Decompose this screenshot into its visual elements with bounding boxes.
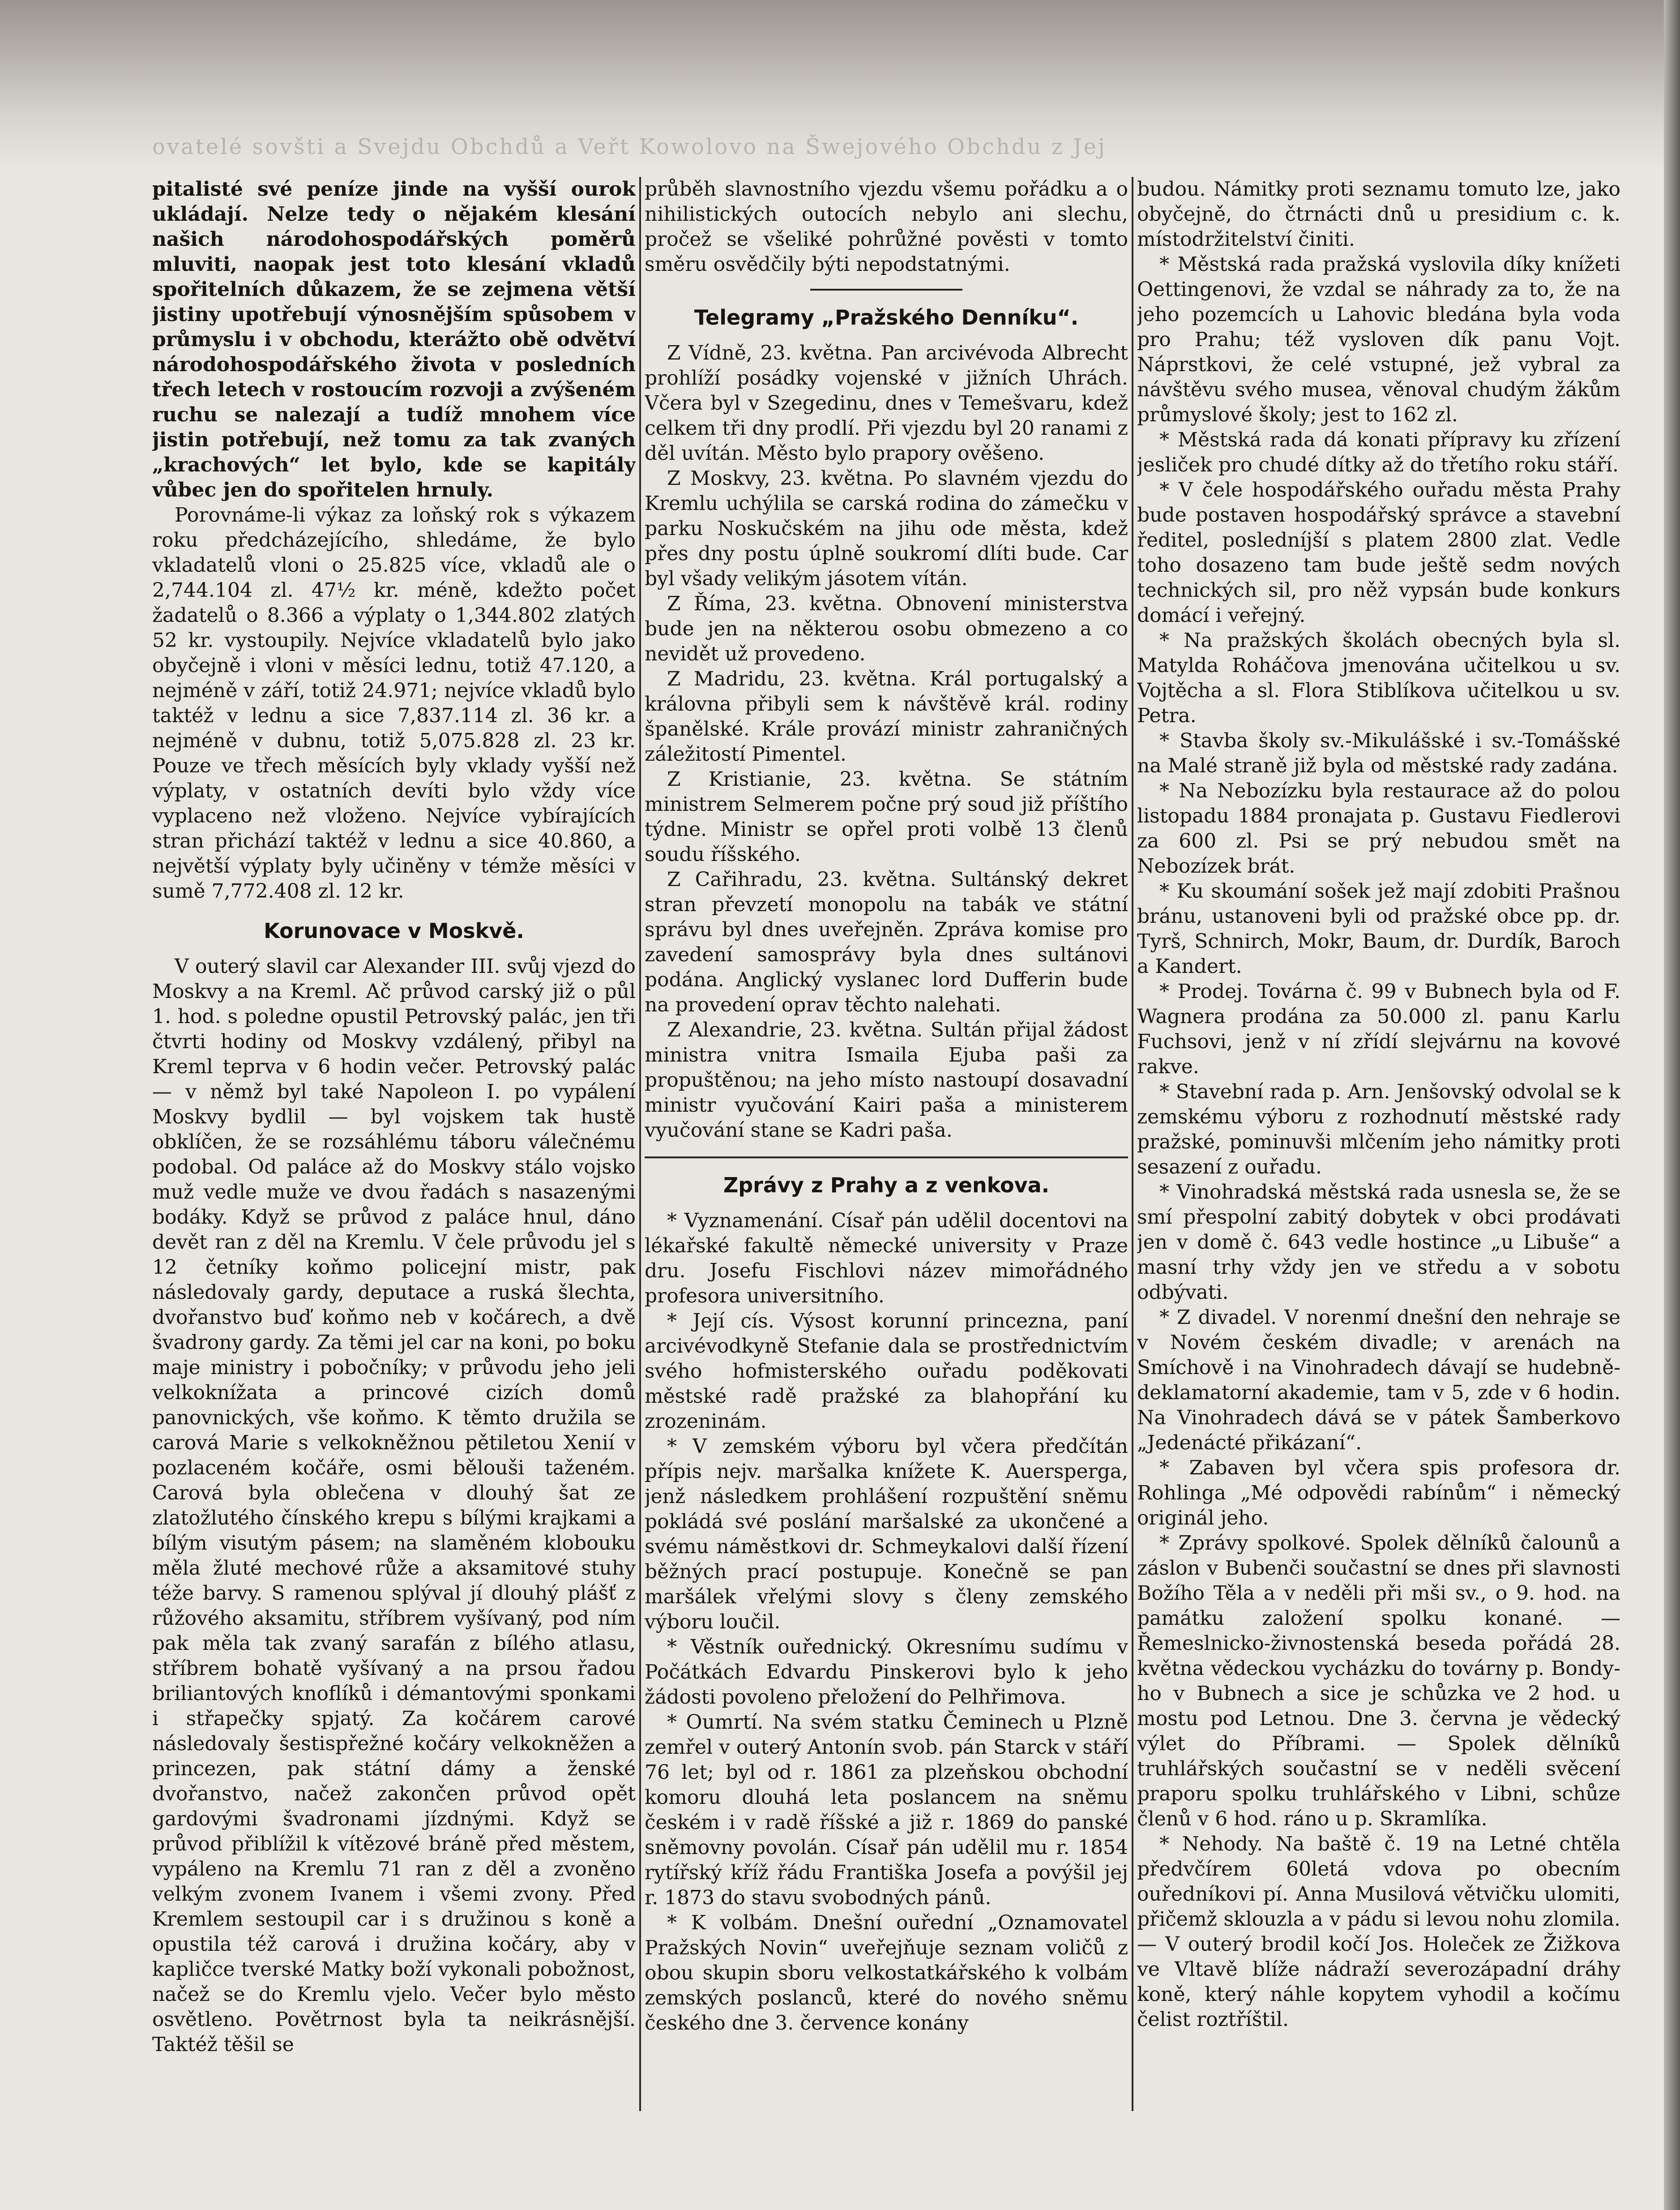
page-right-edge	[1664, 0, 1680, 2210]
column-rule-2	[1132, 177, 1133, 2111]
savings-article-continued: pitalisté své peníze jinde na vyšší ourok ukládají. Nelze tedy o nějakém klesání našich národohospodářských poměrů mluviti, naopak jest toto klesání vkladů spořitelních důkazem, že se zejmena větší jistiny upotřebují výnosnějším spůsobem v průmyslu i v obchodu, kterážto obě odvětví národohospodářského života v posledních třech letech v rostoucím rozvoji a zvýšeném ruchu se nalezají a tudíž mnohem více jistin potřebují, než tomu za tak zvaných „krachových“ let bylo, kde se kapitály vůbec jen do spořitelen hrnuly.	[152, 178, 636, 501]
news-item: * Ku skoumání sošek jež mají zdobiti Prašnou bránu, ustanoveni byli od pražské obce pp. dr. Tyrš, Schnirch, Mokr, Baum, dr. Durdík, Baroch a Kandert.	[1137, 880, 1620, 978]
telegram-item: Z Cařihradu, 23. května. Sultánský dekret stran převzetí monopolu na tabák ve státní správu byl dnes uveřejněn. Zpráva komise pro zavedení samosprávy byla dnes sultánovi podána. Anglický vyslanec lord Dufferin bude na provedení oprav těchto nalehati.	[645, 868, 1128, 1016]
news-item: * Její cís. Výsost korunní princezna, paní arcivévodkyně Stefanie dala se prostřednictvím svého hofmisterského ouřadu poděkovati městské radě pražské za blahopřání ku zrozeninám.	[645, 1310, 1128, 1433]
bleed-through-text: ovatelé sovšti a Svejdu Obchdů a Veřt Kowolovo na Šwejového Obchdu z Jej	[152, 134, 1107, 159]
news-item: * V čele hospodářského ouřadu města Prahy bude postaven hospodářský správce a stavební ředitel, posledníjší s platem 2800 zlat. Vedle toho dosazeno tam bude ještě sedm nových technických sil, pro něž vypsán bude konkurs domácí i veřejný.	[1137, 479, 1620, 627]
column-2	[645, 177, 1128, 2111]
news-item: * Městská rada pražská vyslovila díky knížeti Oettingenovi, že vzdal se náhrady za to, že na jeho pozemcích u Lahovic bledána byla voda pro Prahu; též vysloven dík panu Vojt. Náprstkovi, že celé vstupné, jež vybral za návštěvu svého musea, věnoval chudým žákům průmyslové školy; jest to 162 zl.	[1137, 253, 1620, 426]
savings-article-paragraph: Porovnáme-li výkaz za loňský rok s výkazem roku předcházejícího, shledáme, že bylo vkladatelů vloni o 25.825 více, vkladů ale o 2,744.104 zl. 47½ kr. méně, kdežto počet žadatelů o 8.366 a výplaty o 1,344.802 zlatých 52 kr. vystoupily. Nejvíce vkladatelů bylo jako obyčejně i vloni v měsíci lednu, totiž 47.120, a nejméně v září, totiž 24.971; nejvíce vkladů bylo taktéž v lednu a sice 7,837.114 zl. 36 kr. a nejméně v dubnu, totiž 5,075.828 zl. 23 kr. Pouze ve třech měsících byly vklady vyšší než výplaty, v ostatních devíti bylo vždy více vyplaceno než vloženo. Nejvíce vybírajících stran přichází taktéž v lednu a sice 40.860, a největší výplaty byly učiněny v témže měsíci v sumě 7,772.408 zl. 12 kr.	[152, 504, 636, 903]
heading-telegramy: Telegramy „Pražského Denníku“.	[694, 305, 1079, 330]
telegram-item: Z Říma, 23. května. Obnovení ministerstva bude jen na některou osobu obmezeno a co nevidět už provedeno.	[645, 592, 1128, 665]
news-item: * Na pražských školách obecných byla sl. Matylda Roháčova jmenována učitelkou u sv. Vojtěcha a sl. Flora Stiblíkova učitelkou u sv. Petra.	[1137, 629, 1620, 727]
news-item: * Zabaven byl včera spis profesora dr. Rohlinga „Mé odpovědi rabínům“ i německý originál jeho.	[1137, 1456, 1620, 1529]
telegram-item: Z Kristianie, 23. května. Se státním ministrem Selmerem počne prý soud již příštího týdne. Ministr se opřel proti volbě 13 členů soudu říšského.	[645, 768, 1128, 866]
news-item: * Vyznamenání. Císař pán udělil docentovi na lékařské fakultě německé university v Praze dru. Josefu Fischlovi název mimořádného profesora universitního.	[645, 1209, 1128, 1307]
news-item: * V zemském výboru byl včera předčítán přípis nejv. maršalka knížete K. Auersperga, jenž následkem prohlášení rozpuštění sněmu pokládá své poslání maršalské za ukončené a svému náměstkovi dr. Schmeykalovi další řízení běžných prací postupuje. Konečně se pan maršálek vřelými slovy s členy zemského výboru loučil.	[645, 1435, 1128, 1633]
telegram-item: Z Alexandrie, 23. května. Sultán přijal žádost ministra vnitra Ismaila Ejuba paši za propuštěnou; na jeho místo nastoupí dosavadní ministr vyučování Kairi paša a ministerem vyučování stane se Kadri paša.	[645, 1019, 1128, 1142]
coronation-article-continued: průběh slavnostního vjezdu všemu pořádku a o nihilistických outocích nebylo ani slechu, pročež se všeliké pohrůžné pověsti v tomto směru osvědčily býti nepodstatnými.	[645, 178, 1128, 276]
column-3	[1137, 177, 1620, 2111]
news-item: * Městská rada dá konati přípravy ku zřízení jesliček pro chudé dítky až do třetího roku stáří.	[1137, 428, 1620, 476]
news-item-continued: budou. Námitky proti seznamu tomuto lze, jako obyčejně, do čtrnácti dnů u presidium c. k. místodržitelství činiti.	[1137, 178, 1620, 251]
news-item: * K volbám. Dnešní ouřední „Oznamovatel Pražských Novin“ uveřejňuje seznam voličů z obou skupin sboru velkostatkářského k volbám zemských poslanců, které do nového sněmu českého dne 3. července konány	[645, 1911, 1128, 2034]
coronation-article: V outerý slavil car Alexander III. svůj vjezd do Moskvy a na Kreml. Ač průvod carský již o půl 1. hod. s poledne opustil Petrovský palác, jen tři čtvrti hodiny od Moskvy vzdálený, přibyl na Kreml teprva v 6 hodin večer. Petrovský palác — v němž byl také Napoleon I. po vypálení Moskvy bydlil — byl vojskem tak hustě obklíčen, že se rozsáhlému táboru válečnému podobal. Od paláce až do Moskvy stálo vojsko muž vedle muže ve dvou řadách s nasazenými bodáky. Když se průvod z paláce hnul, dáno devět ran z děl na Kremlu. V čele průvodu jel s 12 četníky koňmo policejní mistr, pak následovaly gardy, deputace a ruská šlechta, dvořanstvo buď koňmo neb v kočárech, a dvě švadrony gardy. Za těmi jel car na koni, po boku maje ministry i pobočníky; v průvodu jeho jeli velkoknížata a princové cizích domů panovnických, vše koňmo. K těmto družila se carová Marie s velkokněžnou pětiletou Xenií v pozlaceném kočáře, osmi bělouši taženém. Carová byla oblečena v dlouhý šat ze zlatožlutého čínského krepu s bílými krajkami a bílým visutým pásem; na slaměném klobouku měla žluté mechové růže a aksamitové stuhy téže barvy. S ramenou splýval jí dlouhý plášť z růžového aksamitu, stříbrem vyšívaný, pod ním pak měla tak zvaný sarafán z bílého atlasu, stříbrem bohatě vyšívaný a na prsou řadou briliantových knoflíků i démantovými sponkami i střapečky spjatý. Za kočárem carové následovaly šestispřežné kočáry velkokněžen a princezen, pak státní dámy a ženské dvořanstvo, načež zakončen průvod opět gardovými švadronami jízdnými. Když se průvod přiblížil k vítězové bráně před městem, vypáleno na Kremlu 71 ran z děl a zvoněno velkým zvonem Ivanem i všemi zvony. Před Kremlem sestoupil car i s družinou s koně a opustila též carová i družina kočáry, aby v kapličce tverské Matky boží vykonali pobožnost, načež se do Kremlu vjelo. Večer bylo město osvětleno. Povětrnost byla ta neikrásnější. Taktéž těšil se	[152, 955, 636, 2056]
column-rule-1	[639, 177, 641, 2111]
news-item: * Na Nebozízku byla restaurace až do polou listopadu 1884 pronajata p. Gustavu Fiedlerovi za 600 zl. Psi se prý nebudou smět na Nebozízek brát.	[1137, 779, 1620, 878]
news-item: * Prodej. Továrna č. 99 v Bubnech byla od F. Wagnera prodána za 50.000 zl. panu Karlu Fuchsovi, jenž v ní zřídí slejvárnu na kovové rakve.	[1137, 980, 1620, 1078]
section-divider	[645, 1156, 1128, 1158]
column-1	[152, 177, 636, 2111]
section-divider	[810, 289, 962, 291]
heading-korunovace: Korunovace v Moskvě.	[264, 919, 524, 943]
news-item: * Vinohradská městská rada usnesla se, že se smí přespolní zabitý dobytek v obci prodávati jen v domě č. 643 vedle hostince „u Libuše“ a masní trhy vždy jen ve středu a v sobotu odbývati.	[1137, 1181, 1620, 1304]
telegram-item: Z Madridu, 23. května. Král portugalský a královna přibyli sem k návštěvě král. rodiny španělské. Krále provází ministr zahraničných záležitostí Pimentel.	[645, 668, 1128, 766]
telegram-item: Z Moskvy, 23. května. Po slavném vjezdu do Kremlu uchýlila se carská rodina do zámečku v parku Noskučském na jihu ode města, kdež přes dny postu úplně soukromí dlíti bude. Car byl všady velikým jásotem vítán.	[645, 467, 1128, 590]
news-item: * Nehody. Na baště č. 19 na Letné chtěla předvčírem 60letá vdova po obecním ouředníkovi pí. Anna Musilová větvičku ulomiti, přičemž sklouzla a v pádu si levou nohu zlomila. — V outerý brodil kočí Jos. Holeček ze Žižkova ve Vltavě blíže nádraží severozápadní dráhy koně, který náhle kopytem vyhodil a kočímu čelist roztříštil.	[1137, 1833, 1620, 2031]
heading-zpravy: Zprávy z Prahy a z venkova.	[723, 1173, 1050, 1197]
telegram-item: Z Vídně, 23. května. Pan arcivévoda Albrecht prohlíží posádky vojenské v jižních Uhrách. Včera byl v Szegedinu, dnes v Temešvaru, kdež celkem tři dny prodlí. Při vjezdu byl 20 ranami z děl uvítán. Město bylo prapory ověšeno.	[645, 342, 1128, 465]
news-item: * Věstník ouřednický. Okresnímu sudímu v Počátkách Edvardu Pinskerovi bylo k jeho žádosti povoleno přeložení do Pelhřimova.	[645, 1636, 1128, 1709]
news-item: * Stavba školy sv.-Mikulášské i sv.-Tomášské na Malé straně již byla od městské rady zadána.	[1137, 729, 1620, 777]
news-item: * Zprávy spolkové. Spolek dělníků čalounů a záslon v Bubenči součastní se dnes při slavnosti Božího Těla a v neděli při mši sv., o 9. hod. na památku založení spolku konané. — Řemeslnicko-živnostenská beseda pořádá 28. května vědeckou vycházku do továrny p. Bondy-ho v Bubnech a sice je schůzka ve 2 hod. u mostu pod Letnou. Dne 3. června je vědecký výlet do Příbrami. — Spolek dělníků truhlářských součastní se v neděli svěcení praporu spolku truhlářského v Libni, schůze členů v 6 hod. ráno u p. Skramlíka.	[1137, 1532, 1620, 1830]
news-item: * Stavební rada p. Arn. Jenšovský odvolal se k zemskému výboru z rozhodnutí městské rady pražské, pominuvši mlčením jeho námitky proti sesazení z ouřadu.	[1137, 1080, 1620, 1178]
news-item: * Z divadel. V norenmí dnešní den nehraje se v Novém českém divadle; v arenách na Smíchově i na Vinohradech dávají se hudebně-deklamatorní akademie, tam v 5, zde v 6 hodin. Na Vinohradech dává se v pátek Šamberkovo „Jedenácté přikázaní“.	[1137, 1306, 1620, 1454]
news-item: * Oumrtí. Na svém statku Čeminech u Plzně zemřel v outerý Antonín svob. pán Starck v stáří 76 let; byl od r. 1861 za plzeňskou obchodní komoru dlouhá leta poslancem na sněmu českém i v radě říšské a již r. 1869 do panské sněmovny povolán. Císař pán udělil mu r. 1854 rytířský kříž řádu Františka Josefa a povýšil jej r. 1873 do stavu svobodných pánů.	[645, 1711, 1128, 1909]
